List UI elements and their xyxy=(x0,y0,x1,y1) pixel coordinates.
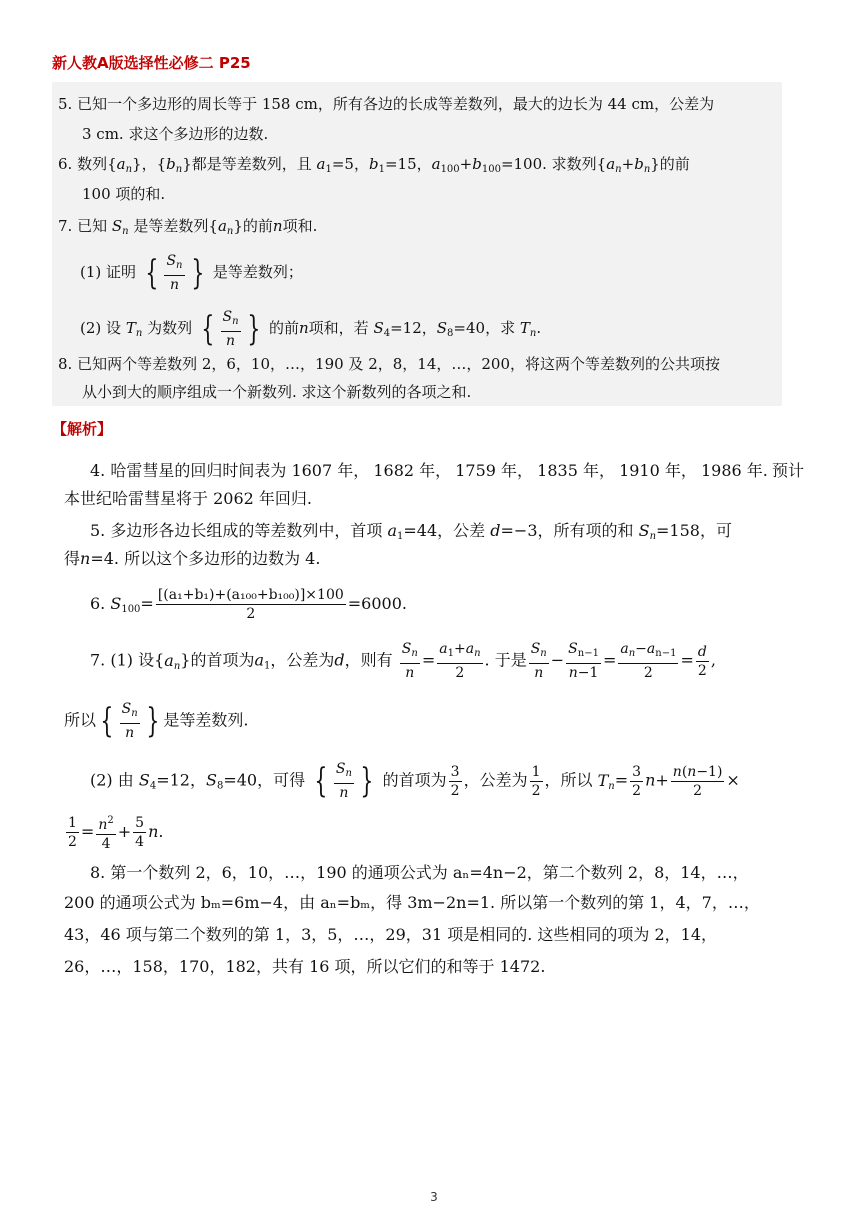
problem-7-part-2: (2) 设 $T_n$ 为数列 { $\frac{S_n}{n}$ } 的前n项和，若 $S_4=12$，$S_8=40$，求 $T_n$. xyxy=(80,309,542,349)
solution-8-line-2: 200 的通项公式为 bₘ=6m−4，由 aₙ=bₘ，得 3m−2n=1. 所以第一个数列的第 1，4，7，…， xyxy=(64,893,760,912)
problem-block xyxy=(52,82,782,406)
problem-7-line-1: 7. 已知 $S_n$ 是等差数列$\{a_n\}$的前n项和. xyxy=(58,217,318,237)
page-number: 3 xyxy=(430,1190,438,1204)
solution-8-line-1: 8. 第一个数列 2，6，10，…，190 的通项公式为 aₙ=4n−2，第二个数列 2，8，14，…， xyxy=(90,863,749,882)
problem-7-part-1: (1) 证明 { $\frac{S_n}{n}$ } 是等差数列； xyxy=(80,253,303,293)
solution-8-line-4: 26，…，158，170，182，共有 16 项，所以它们的和等于 1472. xyxy=(64,957,546,976)
document-header: 新人教A版选择性必修二 P25 xyxy=(52,54,251,72)
problem-5-line-2: 3 cm. 求这个多边形的边数. xyxy=(82,125,269,143)
problem-6-line-2: 100 项的和. xyxy=(82,185,166,203)
solution-5-line-1: 5. 多边形各边长组成的等差数列中，首项 $a_1=44$，公差 d=−3，所有项的和 $S_n=158$，可 xyxy=(90,521,732,542)
solution-4-line-1: 4. 哈雷彗星的回归时间表为 1607 年， 1682 年， 1759 年， 1835 年， 1910 年， 1986 年. 预计 xyxy=(90,461,804,480)
solution-5-line-2: 得n=4. 所以这个多边形的边数为 4. xyxy=(64,549,321,568)
solution-7-line-1: 7. (1) 设$\{a_n\}$的首项为$a_1$，公差为d，则有 $\frac{S_n}{n}$ = $\frac{a_1+a_n}{2}$ . 于是 $\frac{S_n}{n}$ − $\frac{S_{n-1}}{n-1}$ = $\frac{a_n-a_{n-1}}{2}$ = $\frac{d}{2}$ , xyxy=(90,641,716,681)
solution-7-line-2: 所以 { $\frac{S_n}{n}$ } 是等差数列. xyxy=(64,701,249,741)
problem-8-line-1: 8. 已知两个等差数列 2，6，10，…，190 及 2，8，14，…，200，将这两个等差数列的公共项按 xyxy=(58,355,720,373)
solution-7-part-2-line-1: (2) 由 $S_4=12$，$S_8=40$，可得 { $\frac{S_n}{n}$ } 的首项为 $\frac{3}{2}$ ，公差为 $\frac{1}{2}$ ，所以 $T_n=$ $\frac{3}{2}$ n+ $\frac{n(n-1)}{2}$ × xyxy=(90,761,740,801)
solution-label: 【解析】 xyxy=(52,420,113,438)
problem-5-line-1: 5. 已知一个多边形的周长等于 158 cm，所有各边的长成等差数列，最大的边长为 44 cm，公差为 xyxy=(58,95,715,113)
solution-8-line-3: 43，46 项与第二个数列的第 1，3，5，…，29，31 项是相同的. 这些相同的项为 2，14， xyxy=(64,925,718,944)
solution-7-part-2-line-2: $\frac{1}{2}$ = $\frac{n^2}{4}$ + $\frac{5}{4}$ n. xyxy=(64,812,163,853)
solution-4-line-2: 本世纪哈雷彗星将于 2062 年回归. xyxy=(64,489,312,508)
solution-6: 6. $S_{100}=$ $\frac{\text{[(a₁+b₁)+(a₁₀₀+b₁₀₀)]×100}}{2}$ =6000. xyxy=(90,587,407,622)
problem-6-line-1: 6. 数列$\{a_n\}$，$\{b_n\}$都是等差数列，且 $a_1=5$，$b_1=15$，$a_{100}+b_{100}=100$. 求数列$\{a_n+b_n\}$的前 xyxy=(58,155,690,175)
problem-8-line-2: 从小到大的顺序组成一个新数列. 求这个新数列的各项之和. xyxy=(82,383,472,401)
